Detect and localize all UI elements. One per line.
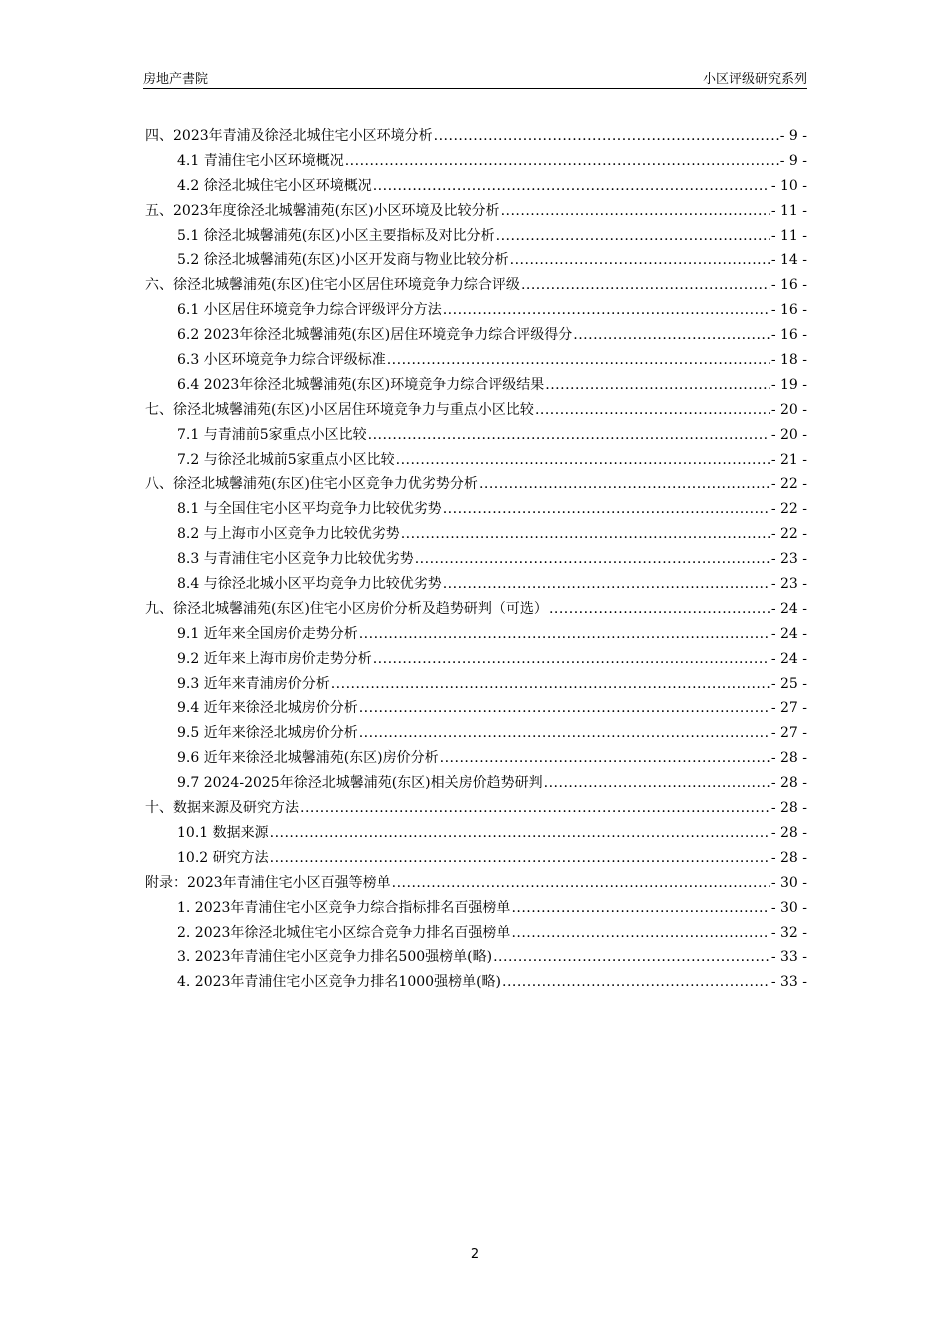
toc-entry-title: 8.2 与上海市小区竞争力比较优劣势: [177, 526, 400, 543]
toc-entry[interactable]: [145, 722, 807, 747]
toc-entry-title: 4. 2023年青浦住宅小区竞争力排名1000强榜单(略): [177, 974, 501, 991]
toc-entry[interactable]: [145, 424, 807, 449]
toc-entry[interactable]: [145, 449, 807, 474]
toc-dot-leader: [443, 302, 770, 318]
toc-entry[interactable]: [145, 598, 807, 623]
toc-entry-title: 9.1 近年来全国房价走势分析: [177, 625, 358, 642]
toc-entry-title: 9.6 近年来徐泾北城馨浦苑(东区)房价分析: [177, 750, 439, 767]
toc-dot-leader: [573, 327, 770, 343]
toc-dot-leader: [392, 875, 770, 891]
toc-dot-leader: [544, 775, 770, 791]
toc-dot-leader: [535, 402, 770, 418]
toc-entry-page: - 14 -: [770, 252, 807, 269]
toc-entry[interactable]: [145, 847, 807, 872]
toc-entry-title: 8.4 与徐泾北城小区平均竞争力比较优劣势: [177, 576, 442, 593]
toc-dot-leader: [545, 377, 770, 393]
header-right-text: 小区评级研究系列: [702, 72, 807, 87]
toc-entry-page: - 24 -: [770, 650, 807, 667]
toc-entry[interactable]: [145, 548, 807, 573]
toc-entry-title: 9.5 近年来徐泾北城房价分析: [177, 725, 358, 742]
toc-entry-title: 5.1 徐泾北城馨浦苑(东区)小区主要指标及对比分析: [177, 227, 495, 244]
toc-entry-title: 3. 2023年青浦住宅小区竞争力排名500强榜单(略): [177, 949, 493, 966]
toc-entry-title: 7.2 与徐泾北城前5家重点小区比较: [177, 451, 395, 468]
toc-entry-page: - 21 -: [770, 451, 807, 468]
toc-entry-page: - 28 -: [770, 750, 807, 767]
toc-dot-leader: [270, 850, 770, 866]
toc-entry[interactable]: [145, 648, 807, 673]
toc-dot-leader: [387, 352, 770, 368]
toc-dot-leader: [345, 153, 779, 169]
toc-dot-leader: [270, 825, 770, 841]
toc-dot-leader: [396, 452, 770, 468]
toc-dot-leader: [510, 252, 770, 268]
toc-entry-title: 2. 2023年徐泾北城住宅小区综合竞争力排名百强榜单: [177, 924, 511, 941]
toc-entry-title: 9.2 近年来上海市房价走势分析: [177, 650, 372, 667]
toc-entry-page: - 22 -: [770, 501, 807, 518]
toc-dot-leader: [415, 551, 770, 567]
toc-entry-title: 9.3 近年来青浦房价分析: [177, 675, 330, 692]
toc-dot-leader: [496, 228, 770, 244]
toc-entry-title: 九、徐泾北城馨浦苑(东区)住宅小区房价分析及趋势研判（可选）: [145, 600, 548, 617]
toc-entry-page: - 20 -: [770, 426, 807, 443]
toc-entry-page: - 33 -: [770, 974, 807, 991]
toc-entry-title: 八、徐泾北城馨浦苑(东区)住宅小区竞争力优劣势分析: [145, 476, 478, 493]
toc-entry[interactable]: [145, 399, 807, 424]
toc-dot-leader: [359, 626, 770, 642]
toc-entry[interactable]: [145, 274, 807, 299]
toc-dot-leader: [373, 651, 770, 667]
toc-entry[interactable]: [145, 673, 807, 698]
toc-entry-title: 附录：2023年青浦住宅小区百强等榜单: [145, 874, 391, 891]
toc-entry-page: - 32 -: [770, 924, 807, 941]
toc-entry-page: - 9 -: [779, 152, 807, 169]
toc-entry-page: - 16 -: [770, 302, 807, 319]
header-left-text: 房地产書院: [143, 72, 209, 87]
toc-entry[interactable]: [145, 225, 807, 250]
table-of-contents: [145, 125, 807, 996]
toc-entry[interactable]: [145, 772, 807, 797]
toc-entry-page: - 24 -: [770, 600, 807, 617]
toc-dot-leader: [373, 178, 770, 194]
toc-entry[interactable]: [145, 125, 807, 150]
toc-entry-page: - 9 -: [779, 128, 807, 144]
toc-entry[interactable]: [145, 946, 807, 971]
toc-entry-title: 五、2023年度徐泾北城馨浦苑(东区)小区环境及比较分析: [145, 202, 500, 219]
toc-entry-title: 6.1 小区居住环境竞争力综合评级评分方法: [177, 302, 442, 319]
toc-dot-leader: [331, 676, 770, 692]
toc-entry[interactable]: [145, 623, 807, 648]
toc-entry-page: - 11 -: [770, 202, 807, 219]
toc-entry-page: - 20 -: [770, 401, 807, 418]
toc-entry-page: - 23 -: [770, 576, 807, 593]
toc-entry[interactable]: [145, 374, 807, 399]
toc-entry-title: 六、徐泾北城馨浦苑(东区)住宅小区居住环境竞争力综合评级: [145, 277, 520, 294]
toc-entry-page: - 30 -: [770, 899, 807, 916]
toc-dot-leader: [511, 900, 769, 916]
toc-dot-leader: [511, 925, 769, 941]
toc-entry-page: - 22 -: [770, 476, 807, 493]
toc-entry-title: 4.1 青浦住宅小区环境概况: [177, 152, 344, 169]
toc-entry-page: - 28 -: [770, 824, 807, 841]
toc-entry[interactable]: [145, 822, 807, 847]
toc-entry-title: 十、数据来源及研究方法: [145, 800, 299, 817]
toc-dot-leader: [359, 700, 770, 716]
toc-dot-leader: [479, 476, 770, 492]
toc-entry-title: 7.1 与青浦前5家重点小区比较: [177, 426, 367, 443]
toc-entry[interactable]: [145, 200, 807, 225]
toc-dot-leader: [440, 750, 770, 766]
toc-entry-title: 七、徐泾北城馨浦苑(东区)小区居住环境竞争力与重点小区比较: [145, 401, 534, 418]
toc-entry-page: - 16 -: [770, 277, 807, 294]
toc-entry-page: - 33 -: [770, 949, 807, 966]
toc-entry-page: - 28 -: [770, 800, 807, 817]
toc-entry-page: - 28 -: [770, 849, 807, 866]
toc-entry[interactable]: [145, 747, 807, 772]
toc-dot-leader: [521, 277, 770, 293]
page-number: 2: [470, 1247, 480, 1262]
toc-dot-leader: [501, 203, 770, 219]
toc-entry-title: 5.2 徐泾北城馨浦苑(东区)小区开发商与物业比较分析: [177, 252, 509, 269]
toc-entry[interactable]: [145, 249, 807, 274]
toc-entry-title: 6.4 2023年徐泾北城馨浦苑(东区)环境竞争力综合评级结果: [177, 376, 545, 393]
toc-entry-page: - 25 -: [770, 675, 807, 692]
toc-entry-page: - 22 -: [770, 526, 807, 543]
toc-entry-title: 8.3 与青浦住宅小区竞争力比较优劣势: [177, 551, 414, 568]
toc-entry-page: - 19 -: [770, 376, 807, 393]
toc-entry-title: 9.4 近年来徐泾北城房价分析: [177, 700, 358, 717]
toc-entry-title: 10.2 研究方法: [177, 849, 269, 866]
toc-entry-page: - 10 -: [770, 177, 807, 194]
toc-entry[interactable]: [145, 872, 807, 897]
toc-entry[interactable]: [145, 523, 807, 548]
toc-entry[interactable]: [145, 498, 807, 523]
toc-entry-page: - 18 -: [770, 352, 807, 369]
toc-entry-title: 四、2023年青浦及徐泾北城住宅小区环境分析: [145, 128, 433, 144]
toc-dot-leader: [502, 974, 770, 990]
toc-dot-leader: [443, 576, 770, 592]
toc-entry[interactable]: [145, 150, 807, 175]
toc-entry-page: - 30 -: [770, 874, 807, 891]
toc-dot-leader: [401, 526, 770, 542]
toc-entry[interactable]: [145, 697, 807, 722]
toc-entry-title: 1. 2023年青浦住宅小区竞争力综合指标排名百强榜单: [177, 899, 511, 916]
toc-entry[interactable]: [145, 971, 807, 996]
toc-entry-title: 6.3 小区环境竞争力综合评级标准: [177, 352, 386, 369]
toc-entry[interactable]: [145, 349, 807, 374]
toc-entry-page: - 27 -: [770, 725, 807, 742]
toc-entry-page: - 16 -: [770, 327, 807, 344]
toc-entry[interactable]: [145, 175, 807, 200]
toc-entry[interactable]: [145, 573, 807, 598]
toc-entry[interactable]: [145, 299, 807, 324]
toc-entry-title: 8.1 与全国住宅小区平均竞争力比较优劣势: [177, 501, 442, 518]
toc-entry-title: 9.7 2024-2025年徐泾北城馨浦苑(东区)相关房价趋势研判: [177, 775, 543, 792]
toc-dot-leader: [549, 601, 770, 617]
toc-dot-leader: [493, 949, 770, 965]
page-header: [143, 66, 807, 89]
toc-entry-page: - 24 -: [770, 625, 807, 642]
toc-dot-leader: [300, 800, 770, 816]
toc-entry-page: - 23 -: [770, 551, 807, 568]
toc-dot-leader: [359, 725, 770, 741]
toc-entry-title: 6.2 2023年徐泾北城馨浦苑(东区)居住环境竞争力综合评级得分: [177, 327, 573, 344]
toc-dot-leader: [368, 427, 770, 443]
toc-entry-title: 4.2 徐泾北城住宅小区环境概况: [177, 177, 372, 194]
toc-entry[interactable]: [145, 797, 807, 822]
toc-entry-page: - 27 -: [770, 700, 807, 717]
toc-entry[interactable]: [145, 324, 807, 349]
toc-entry[interactable]: [145, 473, 807, 498]
toc-entry[interactable]: [145, 922, 807, 947]
toc-entry-page: - 11 -: [770, 227, 807, 244]
toc-dot-leader: [443, 501, 770, 517]
toc-entry-page: - 28 -: [770, 775, 807, 792]
toc-dot-leader: [434, 128, 779, 144]
toc-entry[interactable]: [145, 897, 807, 922]
toc-entry-title: 10.1 数据来源: [177, 824, 269, 841]
